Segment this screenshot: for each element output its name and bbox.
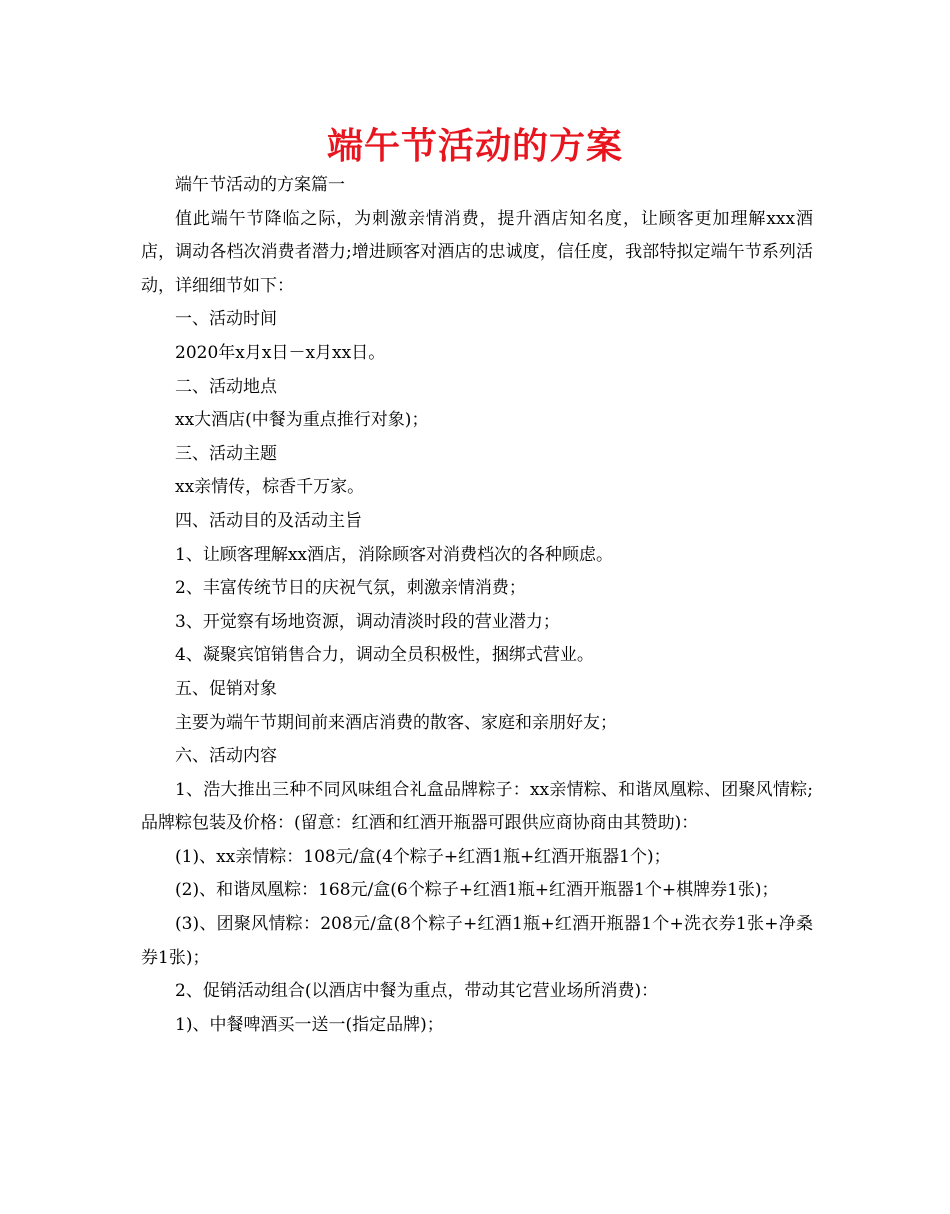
paragraph-activity-time: 2020年x月x日－x月xx日。	[175, 342, 386, 363]
list-item-content-1: 1、浩大推出三种不同风味组合礼盒品牌粽子：xx亲情粽、和谐凤凰粽、团聚风情粽;品牌粽包装及价格：(留意：红酒和红酒开瓶器可跟供应商协商由其赞助)：	[141, 779, 813, 834]
list-item-combo-1: 1)、中餐啤酒买一送一(指定品牌)；	[175, 1014, 444, 1035]
paragraph-promotion-target: 主要为端午节期间前来酒店消费的散客、家庭和亲朋好友；	[175, 712, 617, 733]
list-item-goal-1: 1、让顾客理解xx酒店，消除顾客对消费档次的各种顾虑。	[175, 544, 613, 565]
paragraph-activity-theme: xx亲情传，棕香千万家。	[175, 477, 365, 498]
list-item-goal-4: 4、凝聚宾馆销售合力，调动全员积极性，捆绑式营业。	[175, 645, 594, 666]
list-item-content-2: 2、促销活动组合(以酒店中餐为重点，带动其它营业场所消费)：	[175, 981, 659, 1002]
paragraph-intro: 值此端午节降临之际，为刺激亲情消费，提升酒店知名度，让顾客更加理解xxx酒店，调动各档次消费者潜力;增进顾客对酒店的忠诚度，信任度，我部特拟定端午节系列活动，详细细节如下：	[141, 208, 813, 296]
list-item-package-3: (3)、团聚风情粽：208元/盒(8个粽子+红酒1瓶+红酒开瓶器1个+洗衣券1张+净桑券1张)；	[141, 914, 813, 968]
heading-activity-location: 二、活动地点	[175, 376, 277, 397]
paragraph-subtitle: 端午节活动的方案篇一	[175, 175, 345, 195]
heading-promotion-target: 五、促销对象	[175, 678, 277, 699]
list-item-package-1: (1)、xx亲情粽：108元/盒(4个粽子+红酒1瓶+红酒开瓶器1个)；	[175, 846, 671, 867]
list-item-package-2: (2)、和谐凤凰粽：168元/盒(6个粽子+红酒1瓶+红酒开瓶器1个+棋牌券1张)；	[175, 880, 779, 901]
heading-activity-goals: 四、活动目的及活动主旨	[175, 510, 362, 531]
list-item-goal-3: 3、开觉察有场地资源，调动清淡时段的营业潜力；	[175, 611, 560, 632]
list-item-goal-2: 2、丰富传统节日的庆祝气氛，刺激亲情消费；	[175, 578, 526, 599]
heading-activity-content: 六、活动内容	[175, 746, 277, 767]
document-body	[141, 169, 813, 1042]
heading-activity-theme: 三、活动主题	[175, 443, 277, 464]
heading-activity-time: 一、活动时间	[175, 309, 277, 330]
paragraph-activity-location: xx大酒店(中餐为重点推行对象)；	[175, 410, 429, 431]
document-title: 端午节活动的方案	[326, 126, 623, 167]
